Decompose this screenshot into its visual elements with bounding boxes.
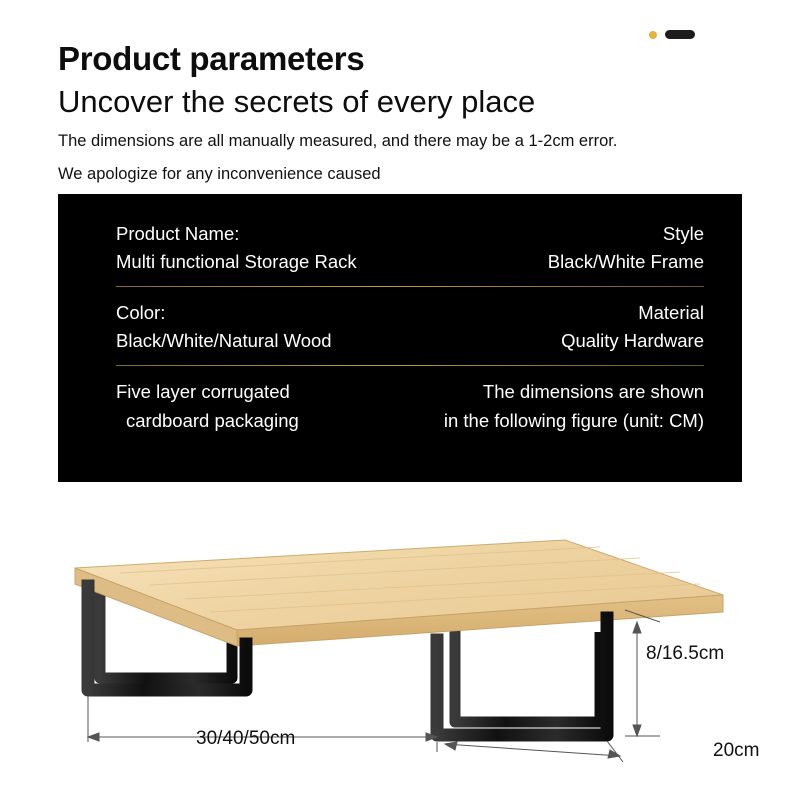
header-block (58, 40, 760, 189)
page-title: Product parameters (58, 40, 365, 77)
dimension-width-label: 30/40/50cm (196, 728, 296, 749)
marker-dash-icon (665, 30, 695, 39)
spec-divider (116, 365, 704, 366)
spec-right-value: in the following figure (unit: CM) (443, 410, 704, 432)
spec-row (116, 299, 704, 362)
spec-right-label: Material (638, 302, 704, 324)
spec-left-label: Product Name: (116, 223, 240, 244)
spec-left-value: Multi functional Storage Rack (116, 251, 357, 273)
spec-left-label: Color: (116, 302, 166, 324)
spec-row (116, 220, 704, 283)
spec-panel (58, 194, 742, 482)
dimension-height-label: 8/16.5cm (646, 643, 725, 664)
description-line-2: We apologize for any inconvenience caused (58, 165, 381, 184)
description-line-1: The dimensions are all manually measured, and there may be a 1-2cm error. (58, 132, 618, 151)
spec-row (116, 378, 704, 442)
spec-divider (116, 286, 704, 287)
dimension-depth-label: 20cm (713, 740, 760, 761)
marker-dot-icon (649, 31, 657, 39)
rear-right-leg (455, 622, 600, 722)
spec-left-label: Five layer corrugated (116, 381, 290, 403)
spec-left-value: Black/White/Natural Wood (116, 330, 332, 352)
spec-right-label: The dimensions are shown (482, 381, 704, 403)
spec-left-value: cardboard packaging (126, 410, 299, 432)
spec-right-value: Quality Hardware (561, 330, 704, 352)
top-marker (649, 30, 695, 39)
page-subtitle: Uncover the secrets of every place (58, 83, 536, 119)
spec-right-value: Black/White Frame (547, 251, 704, 273)
product-illustration (0, 500, 800, 800)
spec-right-label: Style (662, 223, 704, 244)
